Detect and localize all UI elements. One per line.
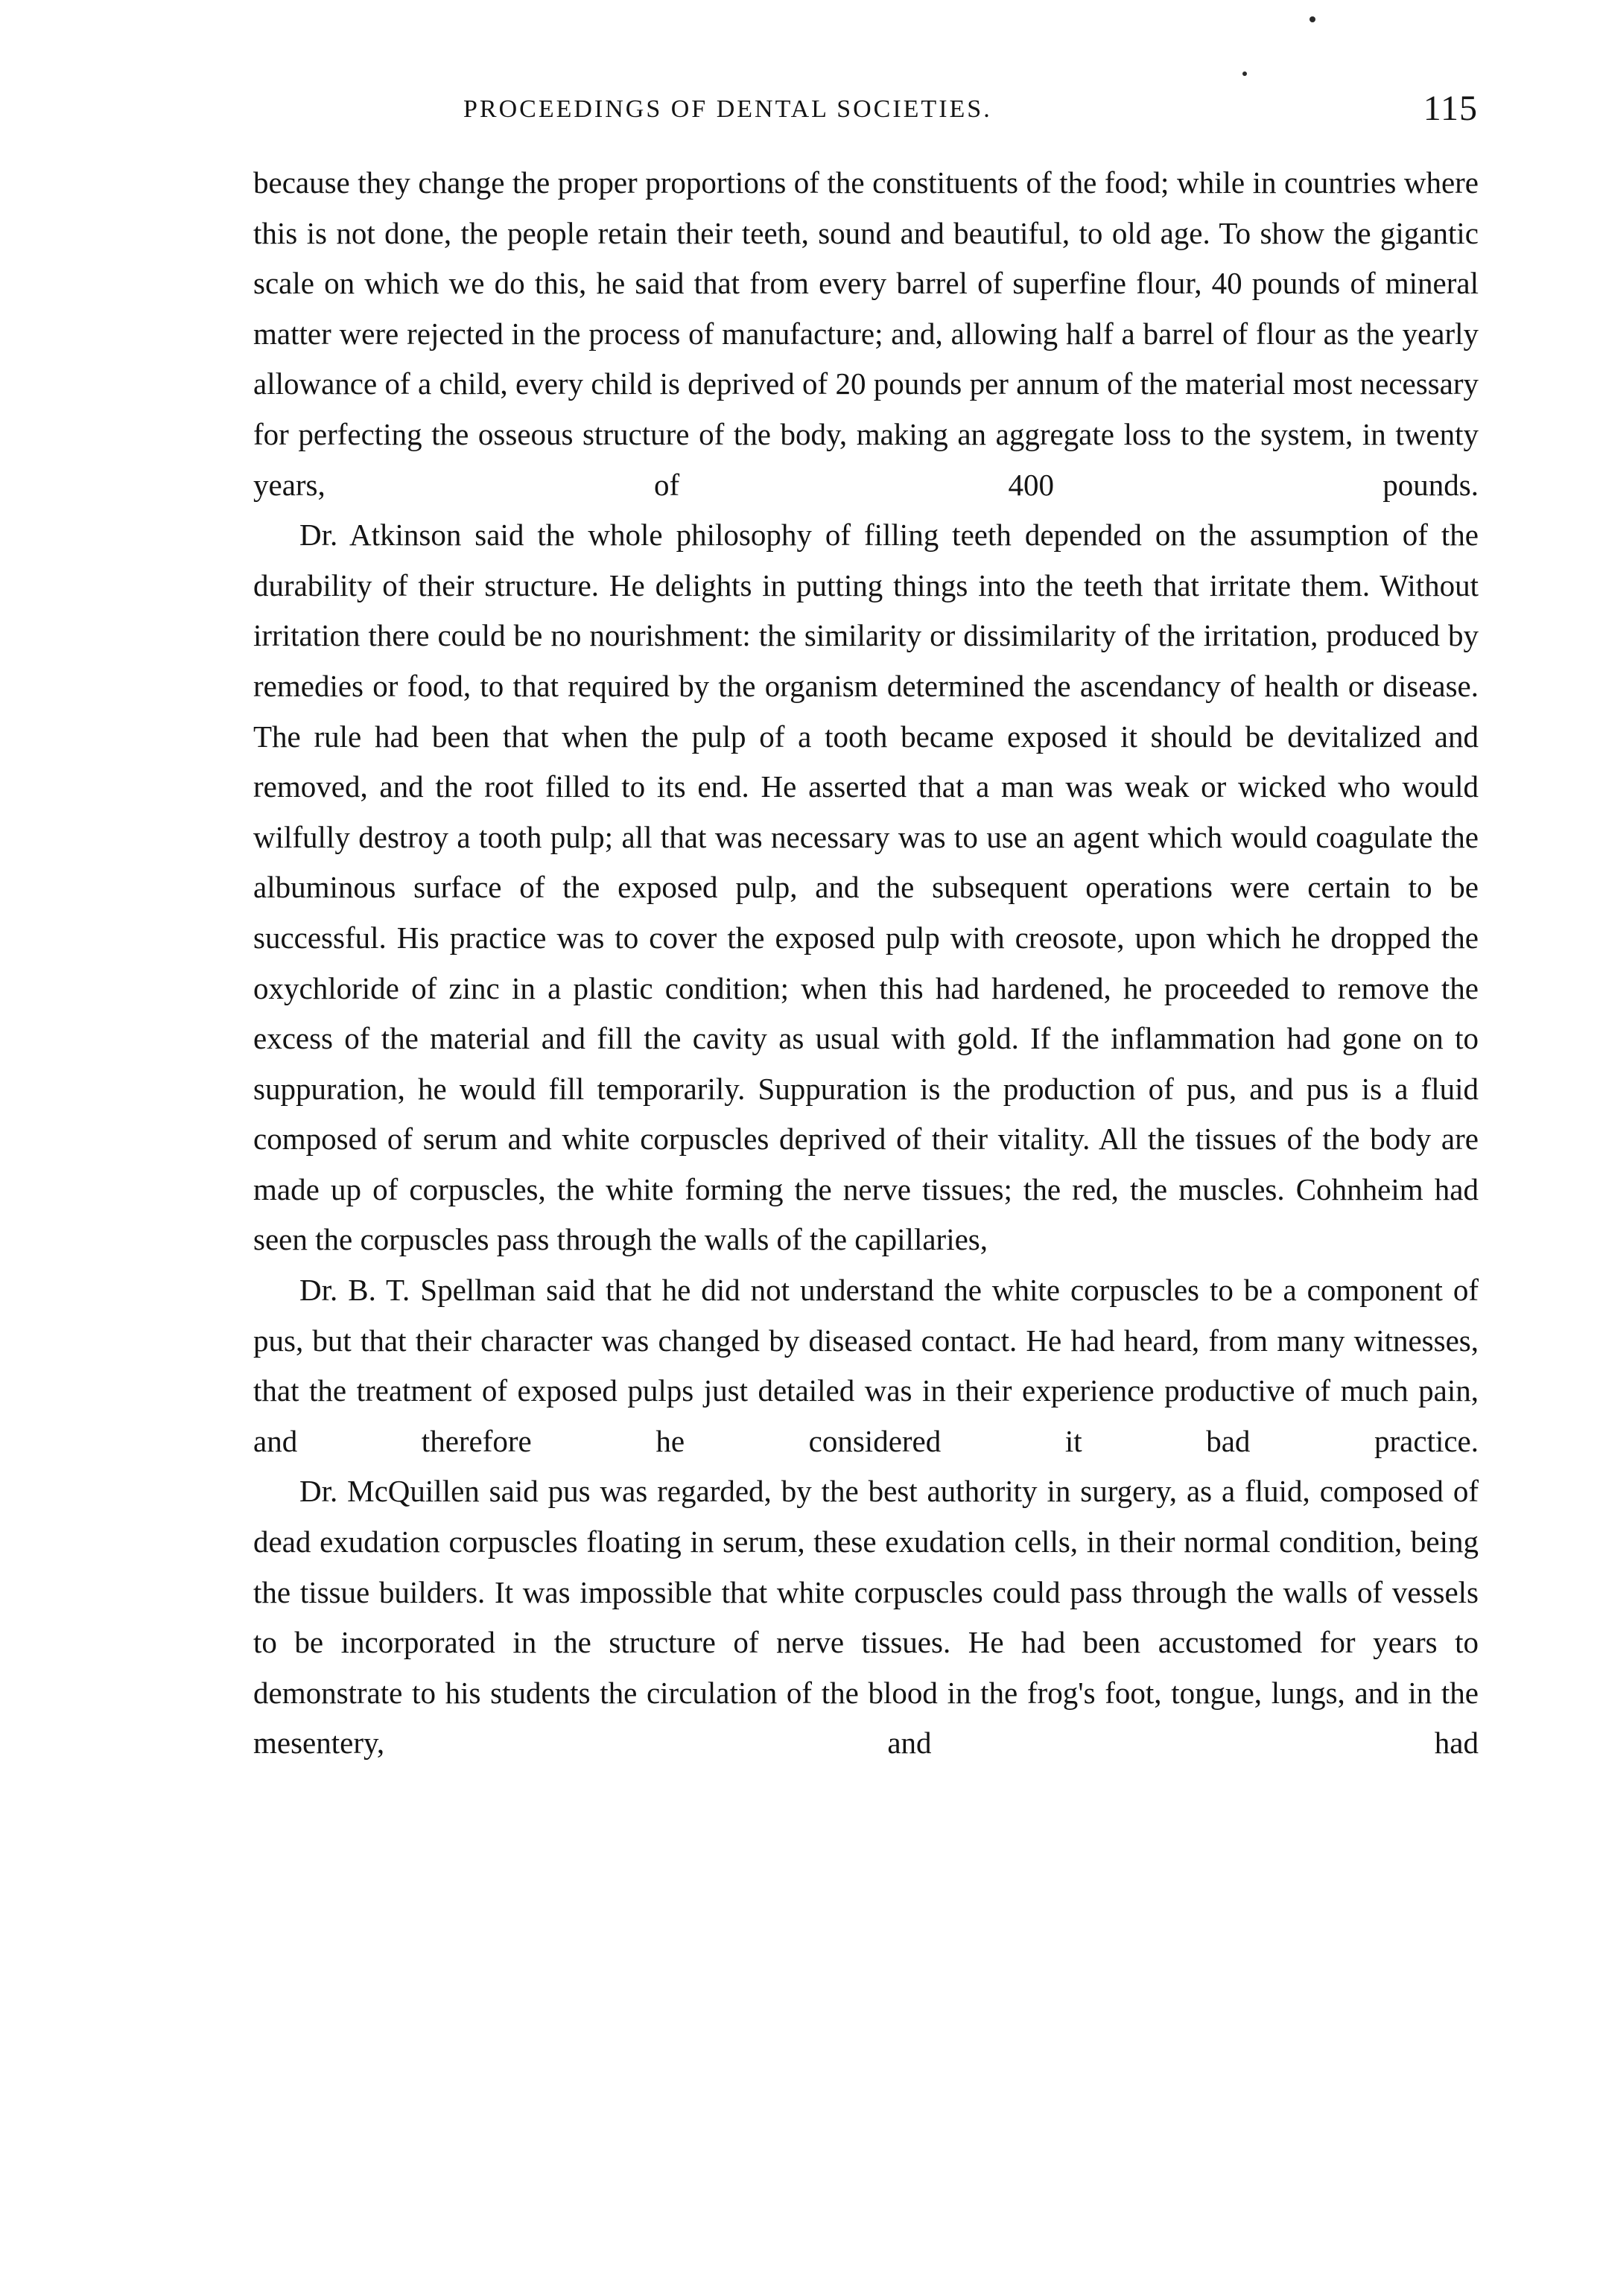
paragraph-spellman: Dr. B. T. Spellman said that he did not understand the white corpuscles to be a component of pus, but that their character was changed by diseased contact. He had heard, from many witnesses, that the treatment of exposed pulps just detailed was in their experience productive of much pain, and therefore he considered it bad practice. <box>253 1273 1479 1458</box>
paragraph-continuation: because they change the proper proportions of the constituents of the food; while in countries where this is not done, the people retain their teeth, sound and beautiful, to old age. To show the gigantic scale on which we do this, he said that from every barrel of superfine flour, 40 pounds of mineral matter were rejected in the process of manufacture; and, allowing half a barrel of flour as the yearly allowance of a child, every child is deprived of 20 pounds per annum of the material most necessary for perfecting the osseous structure of the body, making an aggregate loss to the system, in twenty years, of 400 pounds. <box>253 165 1479 502</box>
body-text <box>253 158 1479 1769</box>
paragraph-atkinson: Dr. Atkinson said the whole philosophy of filling teeth depended on the assumption of the durability of their structure. He delights in putting things into the teeth that irritate them. Without irritation there could be no nourishment: the similarity or dissimilarity of the irritation, produced by remedies or food, to that required by the organism determined the ascendancy of health or disease. The rule had been that when the pulp of a tooth became exposed it should be devitalized and removed, and the root filled to its end. He asserted that a man was weak or wicked who would wilfully destroy a tooth pulp; all that was necessary was to use an agent which would coagulate the albuminous surface of the exposed pulp, and the subsequent operations were certain to be successful. His practice was to cover the exposed pulp with creosote, upon which he dropped the oxychloride of zinc in a plastic condition; when this had hardened, he proceeded to remove the excess of the material and fill the cavity as usual with gold. If the inflammation had gone on to suppuration, he would fill temporarily. Suppuration is the production of pus, and pus is a fluid composed of serum and white corpuscles deprived of their vitality. All the tissues of the body are made up of corpuscles, the white forming the nerve tissues; the red, the muscles. Cohnheim had seen the corpuscles pass through the walls of the capillaries, <box>253 518 1479 1257</box>
page-speck-header <box>1242 71 1247 76</box>
page-number: 115 <box>1423 89 1478 128</box>
paragraph-mcquillen: Dr. McQuillen said pus was regarded, by the best authority in surgery, as a fluid, composed of dead exudation corpuscles floating in serum, these exudation cells, in their normal condition, being the tissue builders. It was impossible that white corpuscles could pass through the walls of vessels to be incorporated in the structure of nerve tissues. He had been accustomed for years to demonstrate to his students the circulation of the blood in the frog's foot, tongue, lungs, and in the mesentery, and had <box>253 1474 1479 1761</box>
running-header-title: PROCEEDINGS OF DENTAL SOCIETIES. <box>463 95 992 123</box>
page-speck-top <box>1309 16 1315 22</box>
running-header <box>463 88 1478 133</box>
